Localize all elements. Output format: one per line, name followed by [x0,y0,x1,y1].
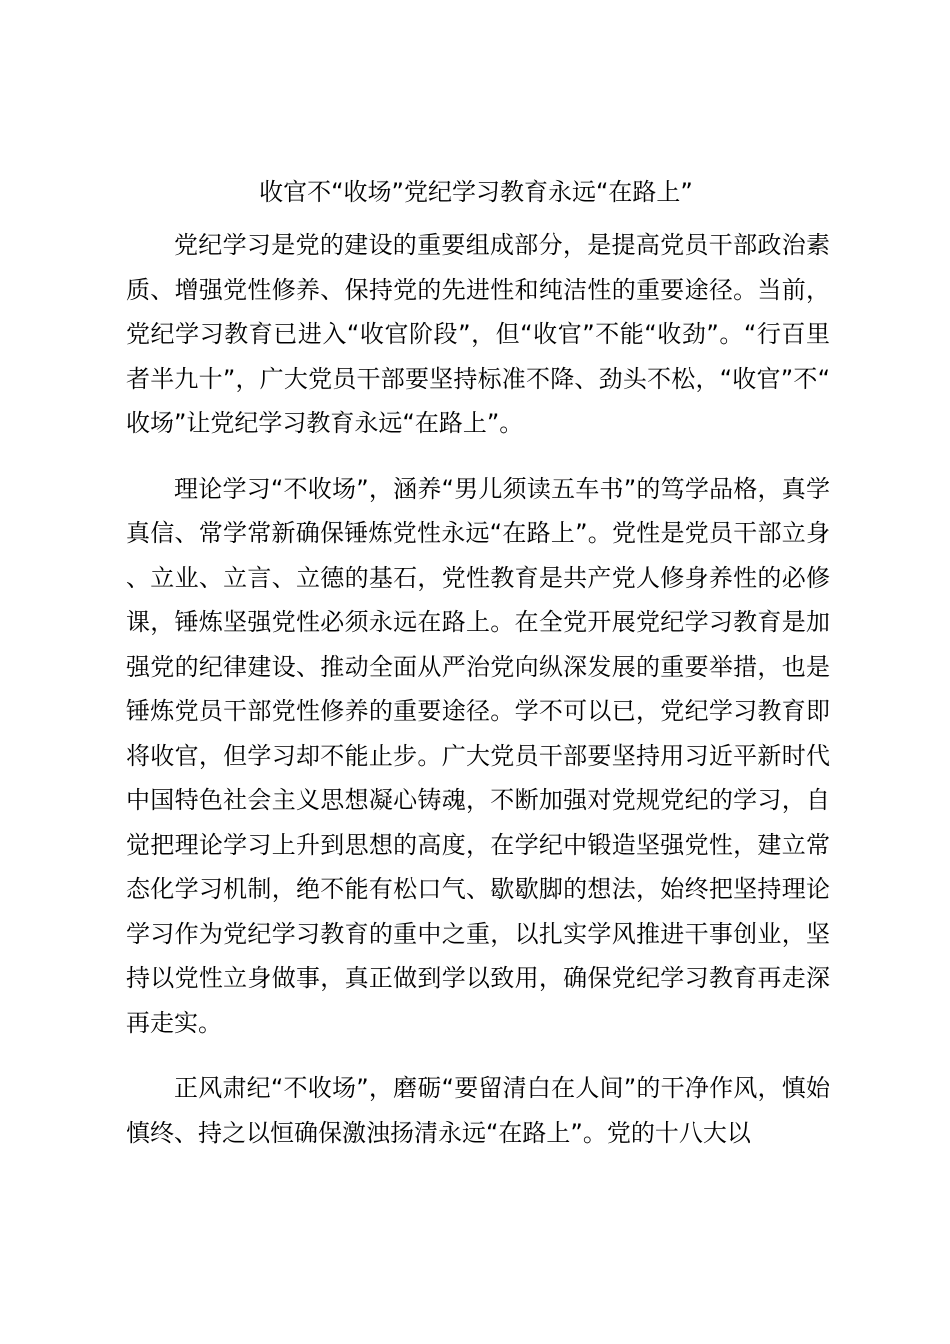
document-body [126,223,830,1176]
paragraph-intro: 党纪学习是党的建设的重要组成部分，是提高党员干部政治素质、增强党性修养、保持党的先进性和纯洁性的重要途径。当前，党纪学习教育已进入“收官阶段”，但“收官”不能“收劲”。“行百里者半九十”，广大党员干部要坚持标准不降、劲头不松，“收官”不“收场”让党纪学习教育永远“在路上”。 [126,231,830,437]
document-title: 收官不“收场”党纪学习教育永远“在路上” [259,178,693,206]
paragraph-theory-study: 理论学习“不收场”，涵养“男儿须读五车书”的笃学品格，真学真信、常学常新确保锤炼党性永远“在路上”。党性是党员干部立身、立业、立言、立德的基石，党性教育是共产党人修身养性的必修课，锤炼坚强党性必须永远在路上。在全党开展党纪学习教育是加强党的纪律建设、推动全面从严治党向纵深发展的重要举措，也是锤炼党员干部党性修养的重要途径。学不可以已，党纪学习教育即将收官，但学习却不能止步。广大党员干部要坚持用习近平新时代中国特色社会主义思想凝心铸魂，不断加强对党规党纪的学习，自觉把理论学习上升到思想的高度，在学纪中锻造坚强党性，建立常态化学习机制，绝不能有松口气、歇歇脚的想法，始终把坚持理论学习作为党纪学习教育的重中之重，以扎实学风推进干事创业，坚持以党性立身做事，真正做到学以致用，确保党纪学习教育再走深再走实。 [126,474,830,1037]
paragraph-discipline: 正风肃纪“不收场”，磨砺“要留清白在人间”的干净作风，慎始慎终、持之以恒确保激浊扬清永远“在路上”。党的十八大以 [126,1074,830,1147]
